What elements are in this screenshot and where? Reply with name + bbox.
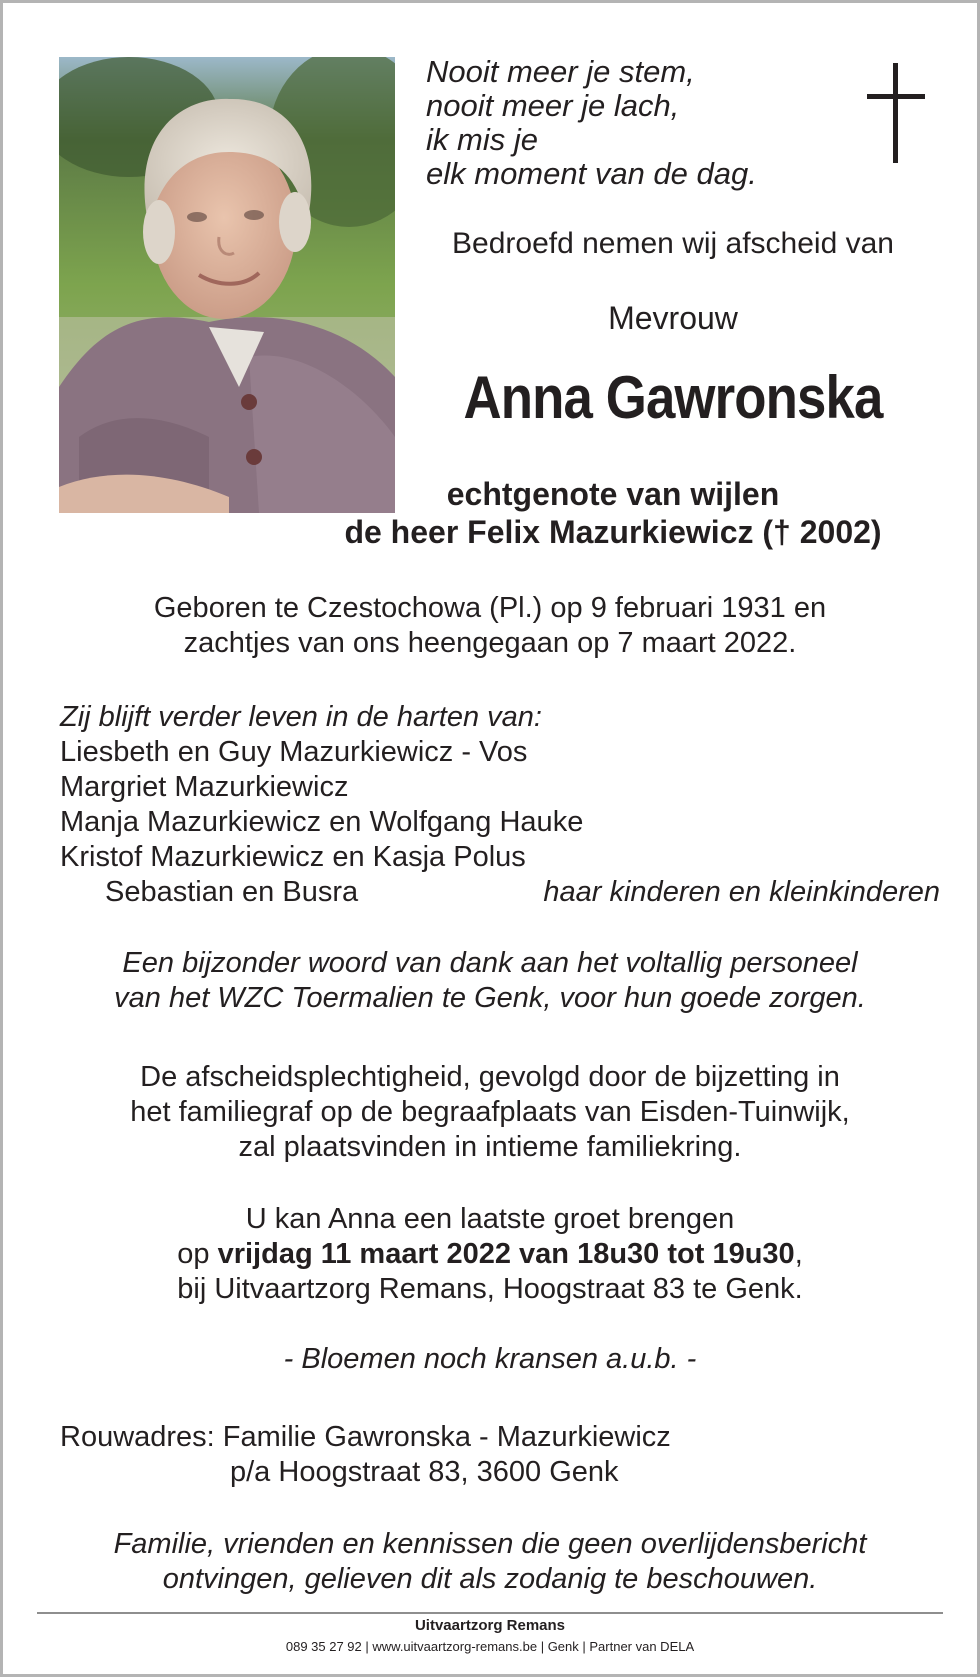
portrait-photo: [59, 57, 395, 513]
salutation: Mevrouw: [608, 300, 738, 336]
footer-divider: [37, 1612, 943, 1614]
poem-line: elk moment van de dag.: [426, 156, 757, 191]
family-last-row: [60, 875, 940, 910]
announcement: Bedroefd nemen wij afscheid van: [452, 227, 894, 260]
birth-death-info: [3, 591, 977, 661]
birth-line-1: Geboren te Czestochowa (Pl.) op 9 februari 1931 en: [153, 592, 827, 624]
notice-message: [3, 1527, 977, 1597]
poem: [426, 55, 806, 191]
address-line-2: p/a Hoogstraat 83, 3600 Genk: [230, 1456, 619, 1488]
ceremony-line-1: De afscheidsplechtigheid, gevolgd door de bijzetting in: [140, 1061, 840, 1093]
deceased-name: Anna Gawronska: [463, 364, 883, 431]
visit-prefix: op: [177, 1238, 218, 1270]
family-intro: Zij blijft verder leven in de harten van:: [60, 701, 542, 733]
visit-line-2: [3, 1237, 977, 1272]
mourning-address: [60, 1420, 671, 1490]
grandchildren: Sebastian en Busra: [105, 876, 359, 908]
family-member: Liesbeth en Guy Mazurkiewicz - Vos: [60, 736, 528, 768]
visit-date-time: vrijdag 11 maart 2022 van 18u30 tot 19u30: [217, 1238, 795, 1270]
ceremony-line-3: zal plaatsvinden in intieme familiekring.: [238, 1131, 742, 1163]
family-relation: haar kinderen en kleinkinderen: [543, 876, 940, 908]
birth-line-2: zachtjes van ons heengegaan op 7 maart 2022.: [183, 627, 797, 659]
notice-line-2: ontvingen, gelieven dit als zodanig te beschouwen.: [162, 1563, 818, 1595]
visit-suffix: ,: [794, 1238, 803, 1270]
notice-line-1: Familie, vrienden en kennissen die geen overlijdensbericht: [113, 1528, 867, 1560]
ceremony-line-2: het familiegraf op de begraafplaats van Eisden-Tuinwijk,: [130, 1096, 850, 1128]
poem-line: nooit meer je lach,: [426, 88, 680, 123]
thanks-message: [3, 946, 977, 1016]
visit-line-3: bij Uitvaartzorg Remans, Hoogstraat 83 te Genk.: [177, 1273, 803, 1305]
poem-line: ik mis je: [426, 122, 538, 157]
poem-line: Nooit meer je stem,: [426, 54, 695, 89]
ceremony-info: [3, 1060, 977, 1165]
family-member: Manja Mazurkiewicz en Wolfgang Hauke: [60, 806, 584, 838]
spouse-line-1: echtgenote van wijlen: [446, 476, 780, 512]
thanks-line-2: van het WZC Toermalien te Genk, voor hun goede zorgen.: [114, 982, 866, 1014]
family-list: [60, 700, 940, 910]
footer-info: 089 35 27 92 | www.uitvaartzorg-remans.be | Genk | Partner van DELA: [285, 1639, 695, 1654]
visitation-info: [3, 1202, 977, 1307]
address-line-1: Rouwadres: Familie Gawronska - Mazurkiewicz: [60, 1421, 671, 1453]
cross-icon: [867, 63, 925, 163]
spouse-line-2: de heer Felix Mazurkiewicz († 2002): [344, 514, 882, 550]
family-member: Margriet Mazurkiewicz: [60, 771, 349, 803]
footer-title: Uitvaartzorg Remans: [414, 1617, 566, 1634]
visit-line-1: U kan Anna een laatste groet brengen: [245, 1203, 735, 1235]
thanks-line-1: Een bijzonder woord van dank aan het voltallig personeel: [122, 947, 858, 979]
family-member: Kristof Mazurkiewicz en Kasja Polus: [60, 841, 526, 873]
spouse-info: [253, 475, 973, 551]
flowers-note: - Bloemen noch kransen a.u.b. -: [283, 1343, 697, 1375]
portrait-image: [59, 57, 395, 513]
